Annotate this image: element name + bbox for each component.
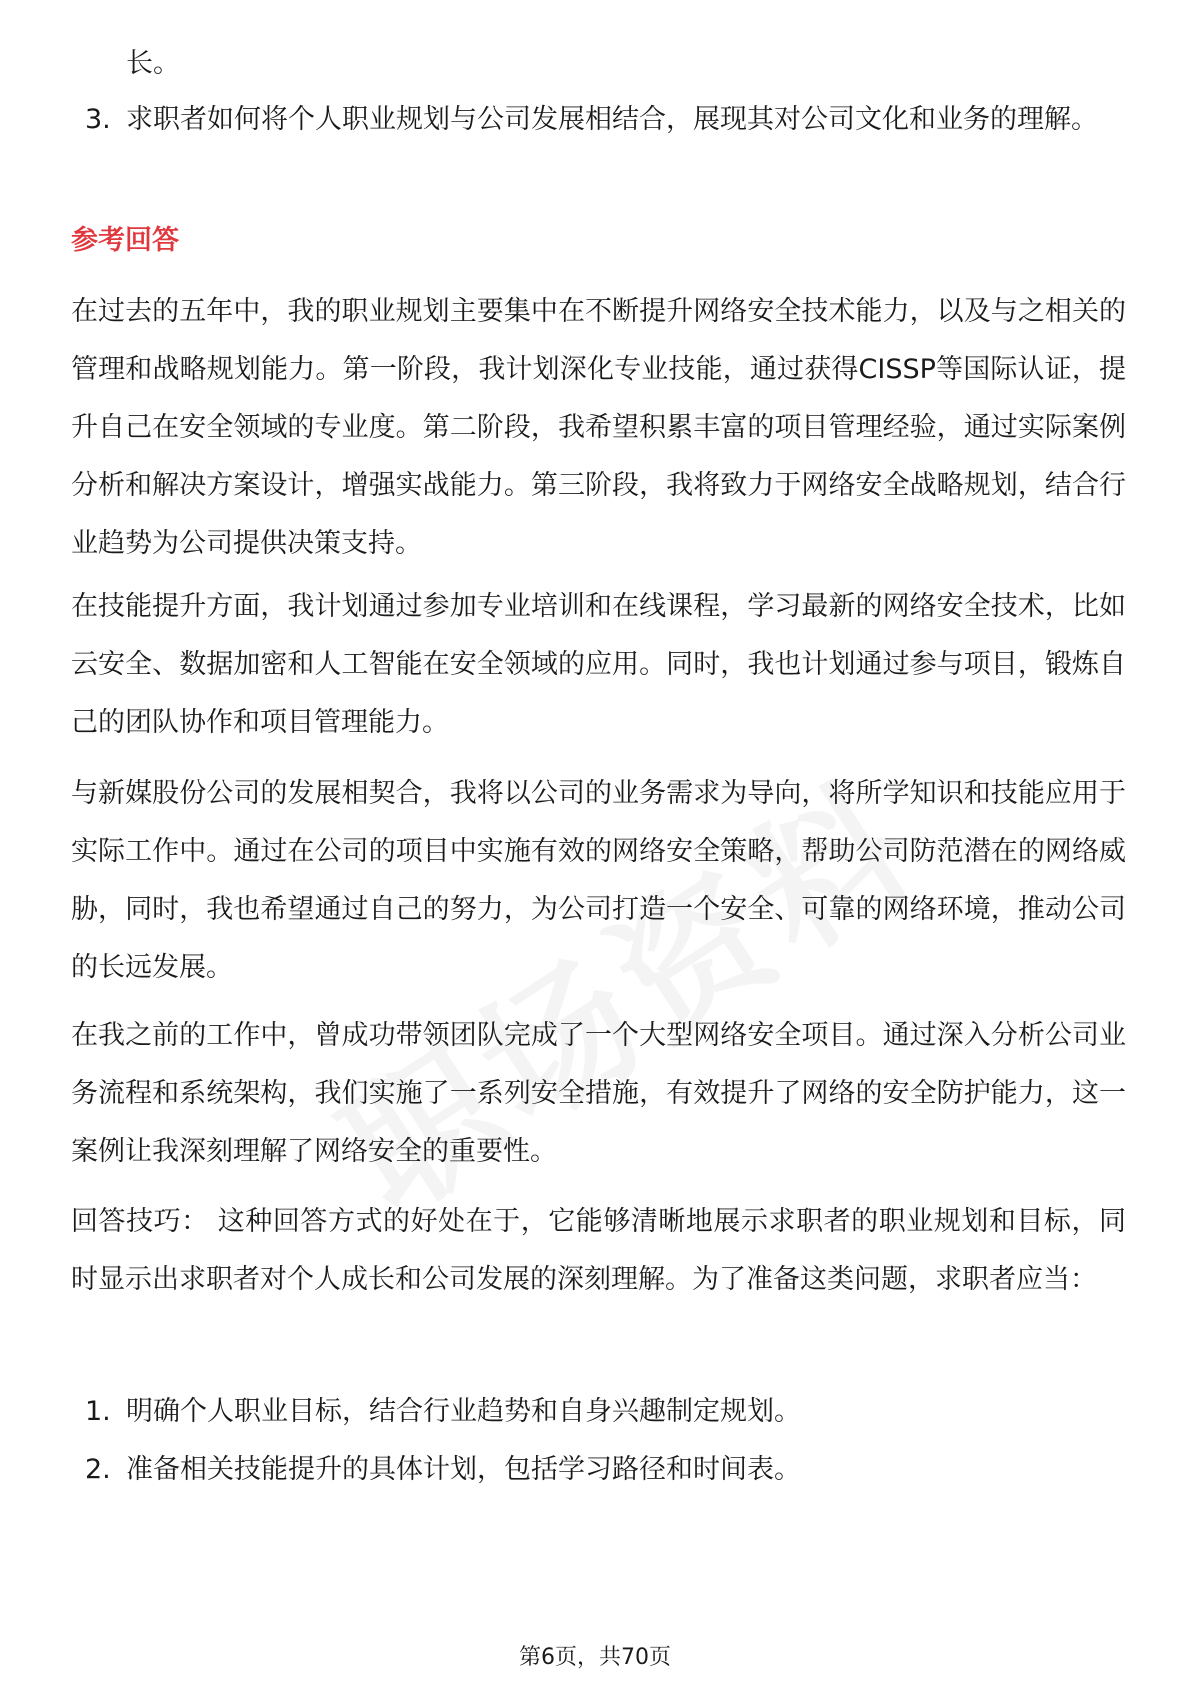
paragraph: 在我之前的工作中，曾成功带领团队完成了一个大型网络安全项目。通过深入分析公司业务流程和系统架构，我们实施了一系列安全措施，有效提升了网络的安全防护能力，这一案例让我深刻理解了网络安全的重要性。 <box>71 1020 1126 1167</box>
list-item <box>71 91 1126 149</box>
paragraph: 在过去的五年中，我的职业规划主要集中在不断提升网络安全技术能力，以及与之相关的管理和战略规划能力。第一阶段，我计划深化专业技能，通过获得CISSP等国际认证，提升自己在安全领域的专业度。第二阶段，我希望积累丰富的项目管理经验，通过实际案例分析和解决方案设计，增强实战能力。第三阶段，我将致力于网络安全战略规划，结合行业趋势为公司提供决策支持。 <box>71 296 1126 559</box>
list-number: 3. <box>85 104 111 135</box>
list-item-text: 求职者如何将个人职业规划与公司发展相结合，展现其对公司文化和业务的理解。 <box>126 104 1098 135</box>
list-item-text: 准备相关技能提升的具体计划，包括学习路径和时间表。 <box>126 1454 801 1485</box>
paragraph-block-2 <box>71 578 1126 752</box>
continuation-text: 长。 <box>126 48 180 79</box>
page-footer: 第6页，共70页 <box>519 1645 671 1670</box>
paragraph-block-1 <box>71 283 1126 573</box>
section-heading-block <box>71 212 1126 270</box>
top-list <box>71 91 1126 149</box>
list-item <box>71 1441 1126 1499</box>
paragraph: 与新媒股份公司的发展相契合，我将以公司的业务需求为导向，将所学知识和技能应用于实际工作中。通过在公司的项目中实施有效的网络安全策略，帮助公司防范潜在的网络威胁，同时，我也希望通过自己的努力，为公司打造一个安全、可靠的网络环境，推动公司的长远发展。 <box>71 778 1126 983</box>
paragraph: 在技能提升方面，我计划通过参加专业培训和在线课程，学习最新的网络安全技术，比如云安全、数据加密和人工智能在安全领域的应用。同时，我也计划通过参与项目，锻炼自己的团队协作和项目管理能力。 <box>71 591 1126 738</box>
list-continuation <box>71 35 1126 93</box>
paragraph-block-4 <box>71 1007 1126 1181</box>
section-heading: 参考回答 <box>71 225 179 256</box>
list-number: 1. <box>85 1396 111 1427</box>
paragraph-block-5 <box>71 1193 1126 1309</box>
list-item-text: 明确个人职业目标，结合行业趋势和自身兴趣制定规划。 <box>126 1396 801 1427</box>
bottom-list <box>71 1383 1126 1499</box>
list-item <box>71 1383 1126 1441</box>
list-number: 2. <box>85 1454 111 1485</box>
paragraph: 回答技巧： 这种回答方式的好处在于，它能够清晰地展示求职者的职业规划和目标，同时显示出求职者对个人成长和公司发展的深刻理解。为了准备这类问题，求职者应当： <box>71 1206 1126 1295</box>
paragraph-block-3 <box>71 765 1126 997</box>
